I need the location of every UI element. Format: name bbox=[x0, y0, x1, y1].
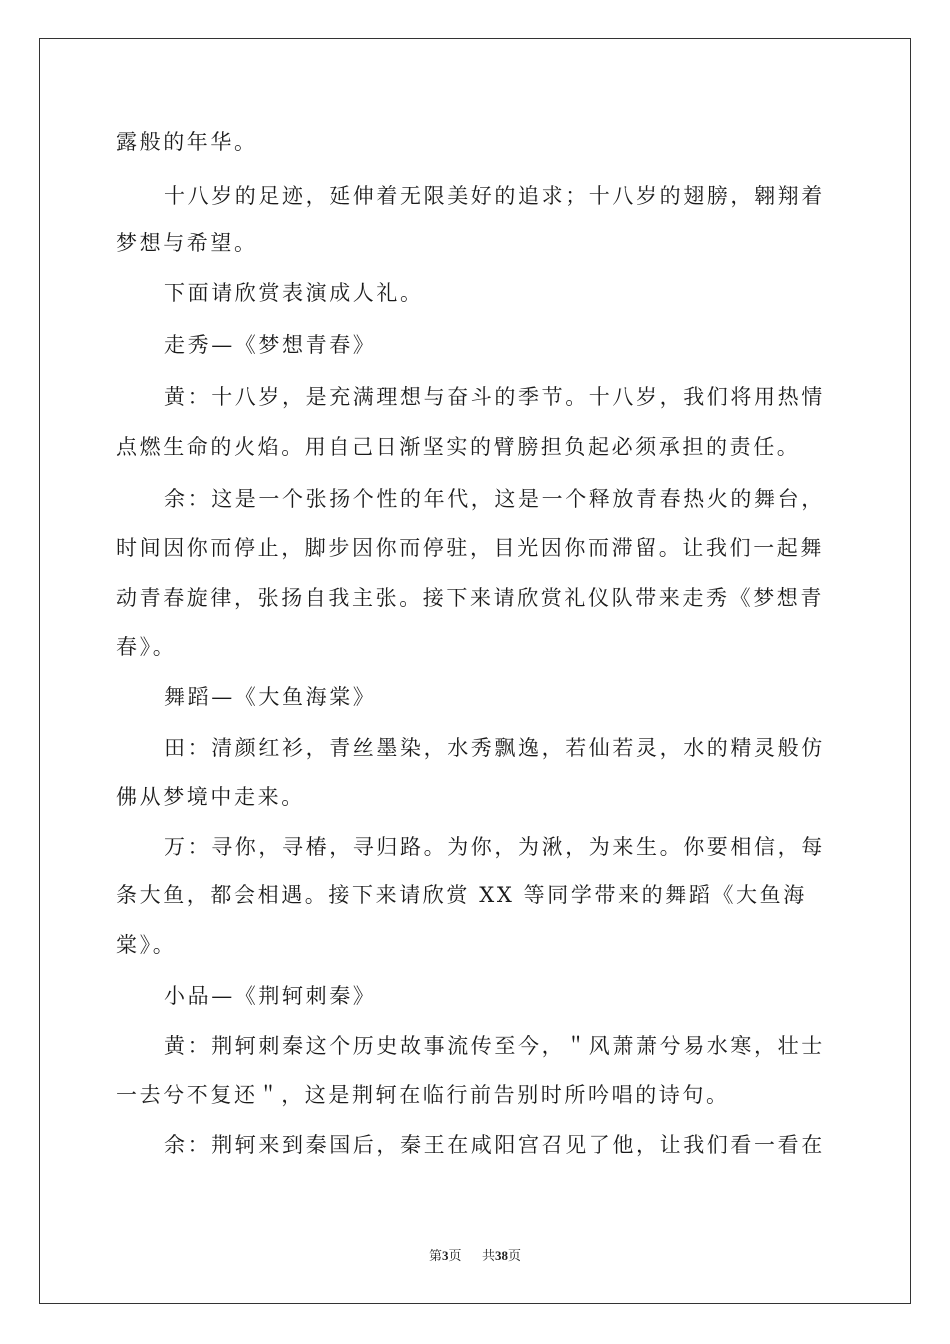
section-heading: 小品—《荆轲刺秦》 bbox=[164, 984, 377, 1008]
text-line: 春》。 bbox=[116, 635, 177, 659]
text-line: 时间因你而停止，脚步因你而停驻，目光因你而滞留。让我们一起舞 bbox=[116, 536, 824, 560]
total-pages-number: 38 bbox=[495, 1248, 509, 1263]
page-suffix: 页 bbox=[448, 1248, 462, 1263]
section-heading: 舞蹈—《大鱼海棠》 bbox=[164, 685, 377, 709]
total-suffix: 页 bbox=[508, 1248, 522, 1263]
text-line: 黄：荆轲刺秦这个历史故事流传至今，＂风萧萧兮易水寒，壮士 bbox=[164, 1034, 825, 1058]
current-page-number: 3 bbox=[441, 1248, 449, 1263]
text-line: 梦想与希望。 bbox=[116, 231, 258, 255]
page-footer bbox=[0, 1245, 950, 1264]
text-line: 条大鱼，都会相遇。接下来请欣赏 XX 等同学带来的舞蹈《大鱼海 bbox=[116, 883, 807, 907]
text-line: 棠》。 bbox=[116, 933, 177, 957]
text-line: 动青春旋律，张扬自我主张。接下来请欣赏礼仪队带来走秀《梦想青 bbox=[116, 586, 824, 610]
text-line: 田：清颜红衫，青丝墨染，水秀飘逸，若仙若灵，水的精灵般仿 bbox=[164, 736, 825, 760]
page-prefix: 第 bbox=[428, 1248, 442, 1263]
text-line: 佛从梦境中走来。 bbox=[116, 785, 305, 809]
text-line: 黄：十八岁，是充满理想与奋斗的季节。十八岁，我们将用热情 bbox=[164, 385, 825, 409]
text-line: 点燃生命的火焰。用自己日渐坚实的臂膀担负起必须承担的责任。 bbox=[116, 435, 801, 459]
total-prefix: 共 bbox=[482, 1248, 496, 1263]
text-line: 余：荆轲来到秦国后，秦王在咸阳宫召见了他，让我们看一看在 bbox=[164, 1133, 825, 1157]
text-line: 露般的年华。 bbox=[116, 130, 258, 154]
text-line: 十八岁的足迹，延伸着无限美好的追求；十八岁的翅膀，翱翔着 bbox=[164, 184, 825, 208]
text-line: 一去兮不复还＂，这是荆轲在临行前告别时所吟唱的诗句。 bbox=[116, 1083, 730, 1107]
section-heading: 走秀—《梦想青春》 bbox=[164, 333, 377, 357]
text-line: 万：寻你，寻椿，寻归路。为你，为湫，为来生。你要相信，每 bbox=[164, 835, 825, 859]
text-line: 余：这是一个张扬个性的年代，这是一个释放青春热火的舞台， bbox=[164, 487, 825, 511]
text-line: 下面请欣赏表演成人礼。 bbox=[164, 281, 424, 305]
